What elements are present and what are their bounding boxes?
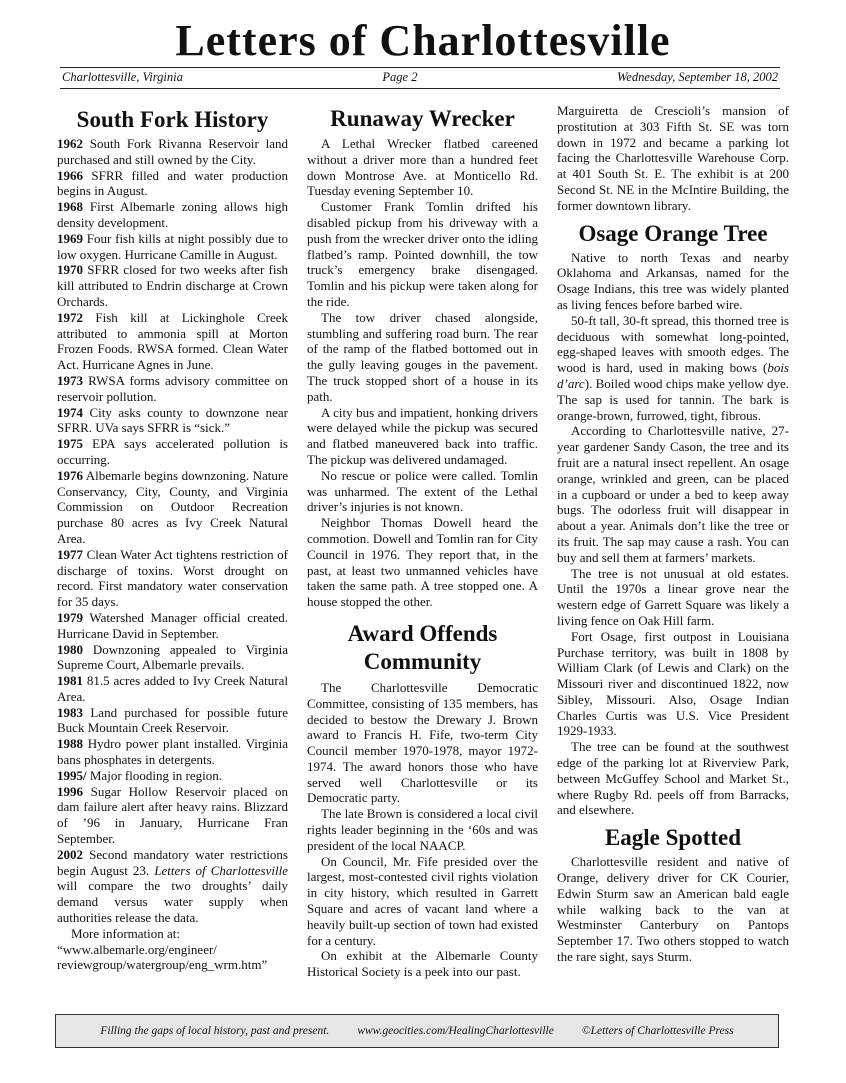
entry-text: First Albemarle zoning allows high density development. [57, 199, 288, 230]
entry-year: 1979 [57, 609, 83, 625]
timeline-entry [57, 673, 288, 705]
timeline-entry [57, 436, 288, 468]
article-paragraph: Charlottesville resident and native of Orange, delivery driver for CK Courier, Edwin Sturm saw an American bald eagle while walking back to the van at Westminster Canterbury on Pantops September 17. Two others stopped to watch the rare sight, says Sturm. [557, 854, 789, 965]
entry-text: Fish kill at Lickinghole Creek attributed to ammonia spill at Morton Frozen Foods. RWSA formed. Clean Water Act. Hurricane Agnes in June. [57, 309, 288, 373]
entry-year: 1988 [57, 736, 83, 752]
article-paragraph: On exhibit at the Albemarle County Historical Society is a peek into our past. [307, 948, 538, 980]
entry-year: 1969 [57, 230, 83, 246]
entry-year: 1983 [57, 704, 83, 720]
article-paragraph: Native to north Texas and nearby Oklahoma and Arkansas, named for the Osage Indians, this tree was widely planted as living fences before barbed wire. [557, 249, 789, 312]
entry-text: Downzoning appealed to Virginia Supreme Court, Albemarle prevails. [57, 641, 288, 673]
more-info-label: More information at: [71, 925, 181, 941]
entry-text: Albemarle begins downzoning. Nature Conservancy, City, County, and Virginia Commission on Outdoor Recreation purchase 80 acres as Ivy Creek Natural Area. [57, 467, 288, 546]
entry-year: 1977 [57, 546, 83, 562]
timeline-entry [57, 547, 288, 610]
footer-tagline: Filling the gaps of local history, past and present. [100, 1025, 330, 1037]
entry-year: 1980 [57, 641, 83, 657]
timeline-entry [57, 310, 288, 373]
timeline-entry [57, 199, 288, 231]
timeline-entry [57, 784, 288, 847]
article-paragraph: A city bus and impatient, honking drivers were delayed while the pickup was secured and flatbed maneuvered back into traffic. The pickup was delivered undamaged. [307, 404, 538, 467]
timeline-entry [57, 610, 288, 642]
entry-year: 1966 [57, 167, 83, 183]
text-run: 50-ft tall, 30-ft spread, this thorned tree is deciduous with somewhat long-pointed, egg-shaped leaves with smooth edges. The wood is hard, used in making bows ( [557, 312, 789, 376]
entry-text: EPA says accelerated pollution is occurring. [57, 436, 288, 467]
timeline-entry [57, 405, 288, 437]
dateline [62, 70, 778, 85]
entry-year: 1973 [57, 372, 83, 388]
dateline-page: Page 2 [382, 70, 418, 84]
top-rule [60, 67, 780, 68]
timeline-entry [57, 736, 288, 768]
article-paragraph: The Charlottesville Democratic Committee, consisting of 135 members, has decided to bestow the Drewary J. Brown award to Francis H. Fife, two-term City Council member 1970-1978, mayor 1972-1974. The award honors those who have served well Charlottesville or its Democratic party. [307, 679, 538, 806]
article-paragraph: The tow driver chased alongside, stumbling and suffering road burn. The rear of the ramp of the flatbed bottomed out in the gully leaving gouges in the pavement. The truck stopped short of a house in its path. [307, 309, 538, 404]
footer-banner [55, 1014, 779, 1048]
entry-text: Watershed Manager official created. Hurricane David in September. [57, 609, 288, 641]
entry-text: Sugar Hollow Reservoir placed on dam failure alert after heavy rains. Blizzard of ’96 in January, Hurricane Fran September. [57, 783, 288, 847]
article-paragraph: The tree can be found at the southwest edge of the parking lot at Riverview Park, between McGuffey School and Market St., where Rugby Rd. peels off from Barracks, and elsewhere. [557, 739, 789, 818]
entry-year: 1974 [57, 404, 83, 420]
south-fork-headline: South Fork History [76, 107, 269, 132]
entry-year: 2002 [57, 846, 83, 862]
south-fork-entries [57, 136, 288, 847]
timeline-entry [57, 262, 288, 309]
timeline-entry [57, 705, 288, 737]
text-run: ). Boiled wood chips make yellow dye. The sap is used for tannin. The bark is orange-brown, furrowed, tight, fibrous. [557, 375, 789, 423]
entry-text: Land purchased for possible future Buck Mountain Creek Reservoir. [57, 704, 288, 736]
entry-year: 1975 [57, 436, 83, 452]
more-info-url[interactable]: “www.albemarle.org/engineer/ reviewgroup/watergroup/eng_wrm.htm” [57, 941, 268, 973]
timeline-entry [57, 231, 288, 263]
osage-headline: Osage Orange Tree [578, 220, 768, 246]
footer-copyright: ©Letters of Charlottesville Press [581, 1025, 734, 1037]
bottom-rule [60, 88, 780, 89]
timeline-entry [57, 168, 288, 200]
entry-text: South Fork Rivanna Reservoir land purchased and still owned by the City. [57, 136, 288, 167]
dateline-date: Wednesday, September 18, 2002 [617, 70, 778, 84]
article-paragraph: The late Brown is considered a local civil rights leader beginning in the ‘60s and was president of the local NAACP. [307, 806, 538, 853]
footer-url[interactable]: www.geocities.com/HealingCharlottesville [357, 1025, 554, 1037]
entry-text: Major flooding in region. [86, 767, 223, 783]
article-paragraph: On Council, Mr. Fife presided over the largest, most-contested civil rights violation in city history, which resulted in Garrett Square and acres of vacant land where a heavily built-up section of town had existed for a century. [307, 853, 538, 948]
column-south-fork [57, 98, 288, 973]
entry-text: City asks county to downzone near SFRR. UVa says SFRR is “sick.” [57, 404, 288, 436]
column-wrecker [307, 98, 538, 980]
publication-name: Letters of Charlottesville [154, 862, 288, 878]
article-paragraph: A Lethal Wrecker flatbed careened without a driver more than a hundred feet down Montrose Ave. at Monticello Rd. Tuesday evening September 10. [307, 136, 538, 199]
masthead: Letters of Charlottesville [175, 16, 671, 65]
entry-year: 1996 [57, 783, 83, 799]
entry-text: SFRR filled and water production begins in August. [57, 167, 288, 199]
entry-text: Four fish kills at night possibly due to low oxygen. Hurricane Camille in August. [57, 230, 288, 262]
article-paragraph [557, 313, 789, 424]
entry-text: Hydro power plant installed. Virginia bans phosphates in detergents. [57, 736, 288, 768]
eagle-headline: Eagle Spotted [604, 825, 742, 851]
entry-text: Second mandatory water restrictions begin August 23. [57, 846, 288, 878]
entry-text: SFRR closed for two weeks after fish kill attributed to Endrin discharge at Crown Orchards. [57, 262, 288, 309]
award-continued: Marguiretta de Crescioli’s mansion of prostitution at 303 Fifth St. SE was torn down in 1972 and became a parking lot facing the Charlottesville Warehouse Corp. at 401 South St. E. The exhibit is at 200 Second St. NE in the McIntire Building, the former downtown library. [557, 103, 789, 213]
entry-text: 81.5 acres added to Ivy Creek Natural Area. [57, 673, 288, 704]
entry-2002 [57, 847, 288, 926]
timeline-entry [57, 768, 288, 784]
entry-year: 1981 [57, 673, 83, 689]
article-paragraph: The tree is not unusual at old estates. Until the 1970s a linear grove near the western edge of Garrett Square was likely a living fence on Oak Hill farm. [557, 565, 789, 628]
timeline-entry [57, 373, 288, 405]
timeline-entry [57, 136, 288, 168]
wrecker-headline: Runaway Wrecker [330, 106, 515, 131]
entry-text: Clean Water Act tightens restriction of discharge of toxins. Worst drought on record. First mandatory water conservation for 35 days. [57, 546, 288, 610]
timeline-entry [57, 468, 288, 547]
timeline-entry [57, 642, 288, 674]
entry-year: 1970 [57, 262, 83, 278]
article-paragraph: Customer Frank Tomlin drifted his disabled pickup from his driveway with a push from the wrecker driver onto the idling flatbed’s ramp. Pointed downhill, the tow truck’s emergency brake disengaged. Tomlin and his pickup were taken along for the ride. [307, 199, 538, 309]
column-osage [557, 103, 789, 965]
article-paragraph: According to Charlottesville native, 27-year gardener Sandy Cason, the tree and its fruit are a natural insect repellent. An osage orange, wrinkled and green, can be placed in a cupboard or under a bed to keep away bugs. The odorless fruit will disappear in about a year. Animals don’t like the tree or its fruit. The sap may cause a rash. You can buy and sell them at farmers’ markets. [557, 423, 789, 565]
entry-text: RWSA forms advisory committee on reservoir pollution. [57, 372, 288, 404]
entry-text: will compare the two droughts’ daily demand versus water supply when authorities release the data. [57, 878, 288, 926]
entry-year: 1995/ [57, 767, 87, 783]
entry-year: 1962 [57, 136, 83, 151]
entry-year: 1976 [57, 467, 83, 483]
article-paragraph: Fort Osage, first outpost in Louisiana Purchase territory, was built in 1808 by William Clark (of Lewis and Clark) on the Missouri river and discontinued 1822, now Sibley, Missouri. Also, Osage Indian Charles Curtis was U.S. Vice President 1929-1933. [557, 628, 789, 739]
entry-year: 1968 [57, 199, 83, 215]
award-headline: Award Offends Community [347, 620, 498, 674]
article-paragraph: Neighbor Thomas Dowell heard the commotion. Dowell and Tomlin ran for City Council in 1976. They report that, in the past, at least two unmanned vehicles have taken the same path. A tree stopped one. A house stopped the other. [307, 515, 538, 610]
entry-year: 1972 [57, 309, 83, 325]
article-paragraph: No rescue or police were called. Tomlin was unharmed. The extent of the Lethal driver’s injuries is not known. [307, 467, 538, 515]
dateline-place: Charlottesville, Virginia [62, 70, 183, 84]
italic-term: bois d’arc [557, 360, 789, 391]
